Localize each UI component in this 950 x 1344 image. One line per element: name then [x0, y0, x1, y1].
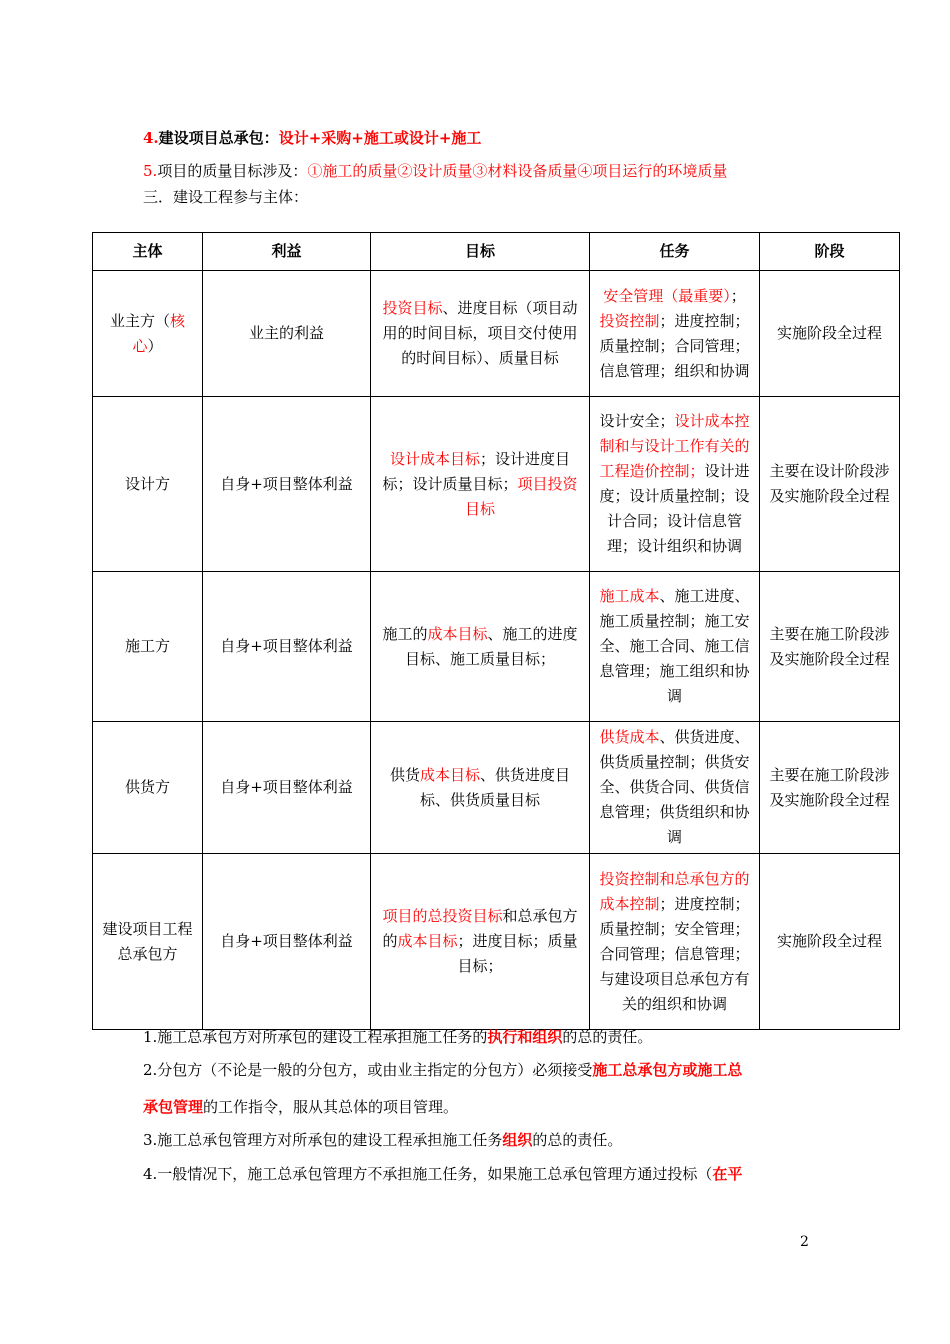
highlight-text: 项目的总投资目标 — [382, 907, 503, 925]
subject-cell: 业主方（核心） — [93, 271, 203, 397]
stage-cell: 主要在设计阶段涉及实施阶段全过程 — [760, 397, 900, 572]
header-subject: 主体 — [93, 233, 203, 271]
cell-text: 、供货进度、供货质量控制；供货安全、供货合同、供货信息管理；供货组织和协调 — [599, 728, 750, 846]
table-row — [93, 572, 900, 722]
highlight-text: 供货成本 — [599, 728, 660, 746]
task-cell — [590, 572, 760, 722]
cell-text: ；进度控制；质量控制；合同管理；信息管理；组织和协调 — [599, 311, 750, 380]
interest-cell: 自身+项目整体利益 — [203, 397, 371, 572]
highlight-text: 成本目标 — [427, 624, 488, 643]
highlight-text: 设计成本控制和与设计工作有关的工程造价控制； — [599, 412, 750, 480]
task-cell — [590, 722, 760, 854]
interest-cell: 自身+项目整体利益 — [203, 722, 371, 854]
cell-text: 、施工进度、施工质量控制；施工安全、施工合同、施工信息管理；施工组织和协调 — [599, 587, 750, 705]
table-row — [93, 271, 900, 397]
subject-cell: 供货方 — [93, 722, 203, 854]
cell-text: ； — [730, 286, 746, 305]
stage-cell: 主要在施工阶段涉及实施阶段全过程 — [760, 572, 900, 722]
highlight-text: 投资控制和总承包方的成本控制 — [599, 869, 750, 913]
highlight-text: 成本目标 — [419, 765, 480, 784]
subject-cell: 施工方 — [93, 572, 203, 722]
cell-text: 、施工的进度目标、施工质量目标； — [404, 624, 578, 668]
goal-cell — [371, 271, 590, 397]
highlight-text: 项目投资目标 — [464, 474, 578, 518]
table-row — [93, 722, 900, 854]
note-3: 3.施工总承包管理方对所承包的建设工程承担施工任务组织的总的责任。 — [143, 1131, 623, 1149]
subject-cell: 建设项目工程总承包方 — [93, 854, 203, 1030]
cell-text: ；设计进度目标；设计质量目标； — [382, 449, 571, 493]
cell-text: 设计进度；设计质量控制；设计合同；设计信息管理；设计组织和协调 — [599, 462, 750, 555]
note-4: 4.一般情况下，施工总承包管理方不承担施工任务，如果施工总承包管理方通过投标（在平 — [143, 1165, 743, 1183]
highlight-text: 施工成本 — [599, 587, 660, 605]
task-cell — [590, 397, 760, 572]
task-cell — [590, 271, 760, 397]
stage-cell: 主要在施工阶段涉及实施阶段全过程 — [760, 722, 900, 854]
intro-line-5: 5.项目的质量目标涉及：①施工的质量②设计质量③材料设备质量④项目运行的环境质量 — [143, 162, 728, 180]
task-cell — [590, 854, 760, 1030]
highlight-text: 投资控制 — [599, 311, 660, 330]
goal-cell — [371, 572, 590, 722]
page-number: 2 — [800, 1234, 809, 1250]
header-interest: 利益 — [203, 233, 371, 271]
stage-cell: 实施阶段全过程 — [760, 854, 900, 1030]
note-2: 2.分包方（不论是一般的分包方，或由业主指定的分包方）必须接受施工总承包方或施工总 — [143, 1061, 743, 1079]
cell-text: ；进度目标；质量目标； — [457, 932, 578, 975]
cell-text: 、供货进度目标、供货质量目标 — [419, 765, 571, 809]
stage-cell: 实施阶段全过程 — [760, 271, 900, 397]
cell-text: 设计安全； — [599, 412, 675, 430]
table-row — [93, 854, 900, 1030]
goal-cell — [371, 397, 590, 572]
goal-cell — [371, 854, 590, 1030]
cell-text: 和总承包方的 — [382, 907, 578, 950]
cell-text: 供货 — [389, 765, 420, 784]
intro-line-4: 4.建设项目总承包：设计+采购+施工或设计+施工 — [143, 129, 482, 147]
note-2-continued: 承包管理的工作指令，服从其总体的项目管理。 — [143, 1098, 459, 1116]
header-stage: 阶段 — [760, 233, 900, 271]
interest-cell: 自身+项目整体利益 — [203, 572, 371, 722]
highlight-text: 投资目标 — [382, 299, 443, 317]
cell-text: 施工的 — [382, 624, 428, 643]
highlight-text: 设计成本目标 — [389, 449, 480, 468]
header-task: 任务 — [590, 233, 760, 271]
note-1: 1.施工总承包方对所承包的建设工程承担施工任务的执行和组织的总的责任。 — [143, 1028, 653, 1046]
participants-table — [92, 232, 900, 1030]
highlight-text: 安全管理（最重要） — [603, 286, 731, 305]
goal-cell — [371, 722, 590, 854]
section-heading: 三．建设工程参与主体： — [143, 188, 309, 206]
table-row — [93, 397, 900, 572]
subject-cell: 设计方 — [93, 397, 203, 572]
cell-text: 、进度目标（项目动用的时间目标，项目交付使用的时间目标）、质量目标 — [382, 299, 578, 367]
header-goal: 目标 — [371, 233, 590, 271]
highlight-text: 成本目标 — [397, 932, 458, 950]
cell-text: ；进度控制；质量控制；安全管理；合同管理；信息管理；与建设项目总承包方有关的组织和协调 — [599, 894, 750, 1013]
interest-cell: 业主的利益 — [203, 271, 371, 397]
interest-cell: 自身+项目整体利益 — [203, 854, 371, 1030]
